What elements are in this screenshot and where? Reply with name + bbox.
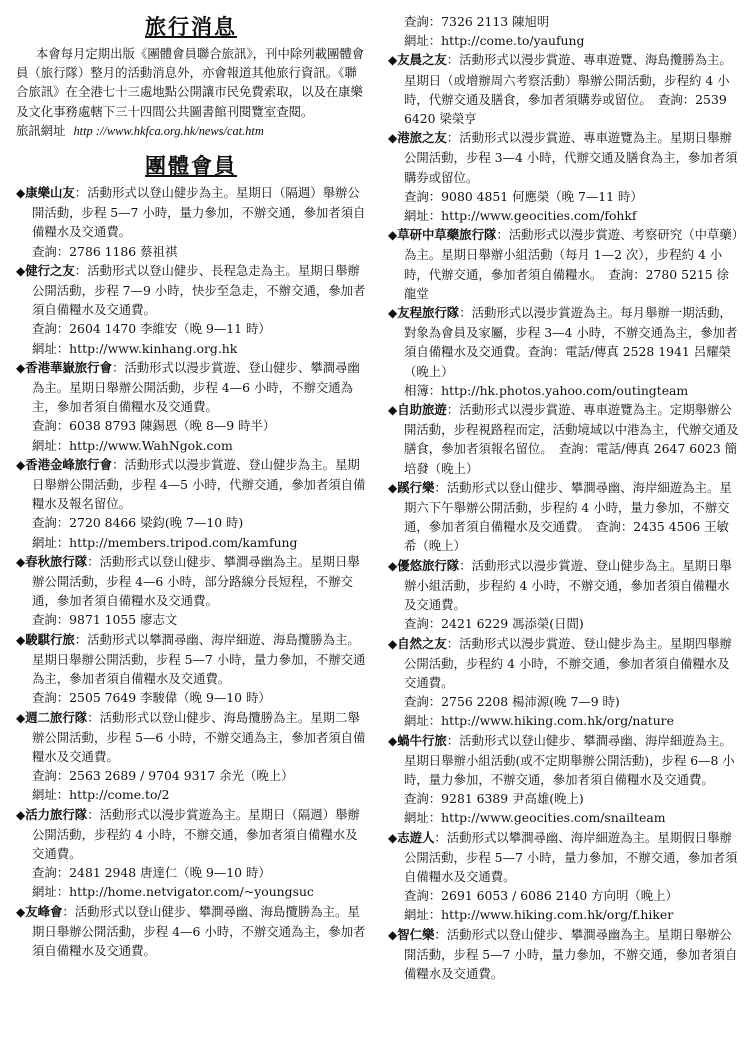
right-column [388,12,740,983]
diamond-bullet-icon: ◆ [16,457,26,472]
club-contact: 查詢：6038 8793 陳錫恩（晚 8—9 時半） [32,418,276,434]
club-description [388,128,740,187]
club-description [388,225,740,303]
club-site[interactable]: 相簿：http://hk.photos.yahoo.com/outingteam [404,382,689,398]
club-name: 港旅之友 [397,130,447,146]
club-entry [388,128,740,225]
continued-club-entry [388,12,740,50]
club-description [388,50,740,128]
club-site[interactable]: 網址：http://come.to/yaufung [404,33,585,49]
club-activity-text: ：活動形式以漫步賞遊、登山健步為主。星期日舉辦小組活動，步程約 4 小時，不辦交通，參加者須自備糧水及交通費。 [404,557,732,613]
club-name: 友晨之友 [397,52,447,68]
club-name: 優悠旅行隊 [397,557,460,573]
club-activity-text: ：活動形式以漫步賞遊為主。星期日（隔週）舉辦公開活動，步程約 4 小時，不辦交通，參加者須自備糧水及交通費。 [32,806,360,861]
club-name: 智仁樂 [397,926,435,942]
diamond-bullet-icon: ◆ [388,480,398,495]
club-activity-text: ：活動形式以漫步賞遊、專車遊覽為主。星期日舉辦公開活動，步程 3—4 小時，代辦交通及膳食為主，參加者須購券或留位。 [404,130,738,185]
club-description [388,478,740,556]
diamond-bullet-icon: ◆ [16,904,26,919]
club-entry [16,455,366,552]
club-name: 春秋旅行隊 [25,553,88,569]
club-name: 週二旅行隊 [25,709,88,725]
club-name: 友峰會 [25,903,63,919]
travel-news-text: 本會每月定期出版《團體會員聯合旅訊》，刊中除列載團體會員（旅行隊）整月的活動消息外，亦會報道其他旅行資訊。《聯合旅訊》在全港七十三處地點公開讓市民免費索取，以及在康樂及文化事務處轄下三十四間公共圖書館刊閱覽室查閱。 [16,46,365,119]
club-entry [16,902,366,961]
travel-news-site-link[interactable]: http ://www.hkfca.org.hk/news/cat.htm [73,123,264,138]
club-entry [388,556,740,634]
club-entry [16,358,366,455]
club-activity-text: ：活動形式以攀澗尋幽、海岸細遊、海島攬勝為主。星期日舉辦公開活動，步程 5—7 小時，量力參加，不辦交通為主，參加者須自備糧水及交通費。 [32,631,366,687]
diamond-bullet-icon: ◆ [388,53,398,68]
club-description [16,358,366,417]
club-entry [388,303,740,400]
club-site[interactable]: 網址：http://www.hiking.com.hk/org/f.hiker [404,907,674,923]
club-name: 志遊人 [397,829,435,845]
club-entry [388,828,740,925]
club-contact: 查詢：9080 4851 何應榮（晚 7—11 時） [404,188,643,204]
club-name: 活力旅行隊 [25,806,88,822]
club-activity-text: ：活動形式以登山健步為主。星期日（隔週）舉辦公開活動，步程 5—7 小時，量力參加，不辦交通，參加者須自備糧水及交通費。 [32,185,366,240]
club-contact: 查詢：7326 2113 陳旭明 [404,14,550,29]
club-site[interactable]: 網址：http://www.geocities.com/snailteam [404,810,666,826]
club-contact: 查詢：2421 6229 馮添榮(日間) [404,616,584,632]
club-description [16,902,366,961]
club-site[interactable]: 網址：http://members.tripod.com/kamfung [32,534,298,550]
diamond-bullet-icon: ◆ [388,403,398,418]
club-description [388,731,740,790]
diamond-bullet-icon: ◆ [388,927,398,942]
club-activity-text: ：活動形式以登山健步、攀澗尋幽為主。星期日舉辦公開活動，步程 5—7 小時，量力參加，不辦交通，參加者須自備糧水及交通費。 [404,926,738,981]
diamond-bullet-icon: ◆ [388,636,398,651]
club-name: 蹊行樂 [397,479,435,495]
club-activity-text: ：活動形式以登山健步、海島攬勝為主。星期二舉辦公開活動，步程 5—6 小時，不辦交通為主，參加者須自備糧水及交通費。 [32,709,366,764]
club-contact: 查詢：2720 8466 梁鈞(晚 7—10 時) [32,515,244,531]
travel-news-site-label: 旅訊網址 [16,122,66,138]
club-description [388,828,740,887]
club-entry [388,634,740,731]
club-description [16,630,366,689]
diamond-bullet-icon: ◆ [16,632,26,647]
club-activity-text: ：活動形式以登山健步、攀澗尋幽、海島攬勝為主。星期日舉辦公開活動，步程 4—6 小時，不辦交通為主，參加者須自備糧水及交通費。 [32,903,366,958]
diamond-bullet-icon: ◆ [388,733,398,748]
club-entry [16,805,366,902]
club-contact: 查詢：2505 7649 李駿偉（晚 9—10 時） [32,690,271,706]
club-activity-text: ：活動形式以登山健步、長程急走為主。星期日舉辦公開活動，步程 7—9 小時，快步至急走，不辦交通，參加者須自備糧水及交通費。 [32,262,366,318]
club-name: 駿騏行旅 [25,631,75,647]
left-club-list [16,183,366,960]
club-entry [388,225,740,303]
members-title: 團體會員 [145,153,237,179]
club-entry [16,183,366,261]
club-name: 草研中草藥旅行隊 [397,227,497,243]
diamond-bullet-icon: ◆ [16,807,26,822]
club-site[interactable]: 網址：http://www.geocities.com/fohkf [404,208,637,224]
club-contact: 查詢：2756 2208 楊沛源(晚 7—9 時) [404,694,620,710]
travel-news-title: 旅行消息 [145,14,237,39]
right-club-list [388,50,740,983]
diamond-bullet-icon: ◆ [16,186,26,201]
club-entry [388,50,740,128]
club-name: 自然之友 [397,635,447,651]
club-name: 友程旅行隊 [397,305,460,321]
club-entry [388,400,740,478]
club-activity-text: ：活動形式以漫步賞遊為主。每月舉辦一期活動，對象為會員及家屬，步程 3—4 小時，不辦交通為主，參加者須自備糧水及交通費。查詢：電話/傳真 2528 1941 呂耀榮（晚上） [404,305,738,379]
club-activity-text: ：活動形式以漫步賞遊、登山健步為主。星期日舉辦公開活動，步程 4—5 小時，代辦交通，參加者須自備糧水及報名留位。 [32,456,366,512]
club-contact: 查詢：2786 1186 蔡祖祺 [32,243,178,259]
club-contact: 查詢：2481 2948 唐達仁（晚 9—10 時） [32,865,271,881]
diamond-bullet-icon: ◆ [388,228,398,243]
club-activity-text: ：活動形式以漫步賞遊、專車遊覽為主。定期舉辦公開活動，步程視路程而定，活動境域以中港為主，代辦交通及膳食，參加者須報名留位。 查詢：電話/傳真 2647 6023 簡培發（晚上） [404,402,739,476]
travel-news-site [16,121,366,141]
club-activity-text: ：活動形式以登山健步、攀澗尋幽、海岸細遊為主。星期日舉辦小組活動(或不定期舉辦公開活動)，步程 6—8 小時，量力參加，不辦交通，參加者須自備糧水及交通費。 [404,732,735,787]
club-entry [388,925,740,984]
club-description [16,708,366,767]
club-name: 康樂山友 [25,185,75,201]
club-description [16,455,366,514]
club-name: 健行之友 [25,262,75,278]
club-activity-text: ：活動形式以登山健步、攀澗尋幽、海岸細遊為主。星期六下午舉辦公開活動，步程約 4 小時，量力參加，不辦交通，參加者須自備糧水及交通費。 查詢：2435 4506 王敏希（晚上） [404,479,732,554]
club-description [16,183,366,242]
club-name: 蝸牛行旅 [397,732,447,748]
diamond-bullet-icon: ◆ [388,131,398,146]
club-contact: 查詢：2604 1470 李維安（晚 9—11 時） [32,321,271,337]
diamond-bullet-icon: ◆ [16,710,26,725]
club-description [16,261,366,320]
club-entry [388,731,740,828]
club-site[interactable]: 網址：http://www.kinhang.org.hk [32,340,238,356]
club-entry [16,630,366,708]
club-site[interactable]: 網址：http://www.WahNgok.com [32,437,233,453]
club-contact: 查詢：2563 2689 / 9704 9317 余光（晚上） [32,768,294,784]
club-description [388,634,740,693]
club-site[interactable]: 網址：http://come.to/2 [32,787,170,803]
club-entry [16,708,366,805]
diamond-bullet-icon: ◆ [16,554,26,569]
club-description [16,552,366,611]
diamond-bullet-icon: ◆ [16,263,26,278]
club-activity-text: ：活動形式以登山健步、攀澗尋幽為主。星期日舉辦公開活動，步程 4—6 小時，部分路線分長短程，不辦交通，參加者須自備糧水及交通費。 [32,553,360,609]
club-site[interactable]: 網址：http://home.netvigator.com/~youngsuc [32,884,314,900]
club-description [388,303,740,381]
travel-news-body [16,44,366,141]
club-description [16,805,366,864]
club-activity-text: ：活動形式以攀澗尋幽、海岸細遊為主。星期假日舉辦公開活動，步程 5—7 小時，量力參加，不辦交通，參加者須自備糧水及交通費。 [404,829,738,884]
club-contact: 查詢：2691 6053 / 6086 2140 方向明（晚上） [404,888,678,904]
club-description [388,400,740,478]
club-contact: 查詢：9281 6389 尹高雄(晚上) [404,791,584,807]
left-column [16,12,366,960]
club-entry [388,478,740,556]
club-entry [16,552,366,630]
club-contact: 查詢：9871 1055 廖志文 [32,612,178,628]
club-activity-text: ：活動形式以漫步賞遊、專車遊覽、海島攬勝為主。星期日（或增辦周六考察活動）舉辦公開活動，步程約 4 小時，代辦交通及膳食，參加者須購券或留位。 查詢：2539 6420 梁榮亨 [404,52,732,127]
club-entry [16,261,366,358]
club-site[interactable]: 網址：http://www.hiking.com.hk/org/nature [404,713,674,729]
diamond-bullet-icon: ◆ [388,558,398,573]
diamond-bullet-icon: ◆ [388,306,398,321]
diamond-bullet-icon: ◆ [388,830,398,845]
club-activity-text: ：活動形式以漫步賞遊、登山健步為主。星期四舉辦公開活動，步程約 4 小時，不辦交通，參加者須自備糧水及交通費。 [404,635,732,690]
club-description [388,925,740,984]
diamond-bullet-icon: ◆ [16,360,26,375]
club-description [388,556,740,615]
club-name: 香港華嶽旅行會 [25,359,112,375]
club-activity-text: ：活動形式以漫步賞遊、考察研究（中草藥）為主。星期日舉辦小組活動（每月 1—2 次），步程約 4 小時，代辦交通，參加者須自備糧水。 查詢：2780 5215 徐龍堂 [404,227,738,301]
club-name: 自助旅遊 [397,402,447,418]
club-activity-text: ：活動形式以漫步賞遊、登山健步、攀澗尋幽為主。星期日舉辦公開活動，步程 4—6 小時，不辦交通為主，參加者須自備糧水及交通費。 [32,359,360,415]
club-name: 香港金峰旅行會 [25,456,112,472]
